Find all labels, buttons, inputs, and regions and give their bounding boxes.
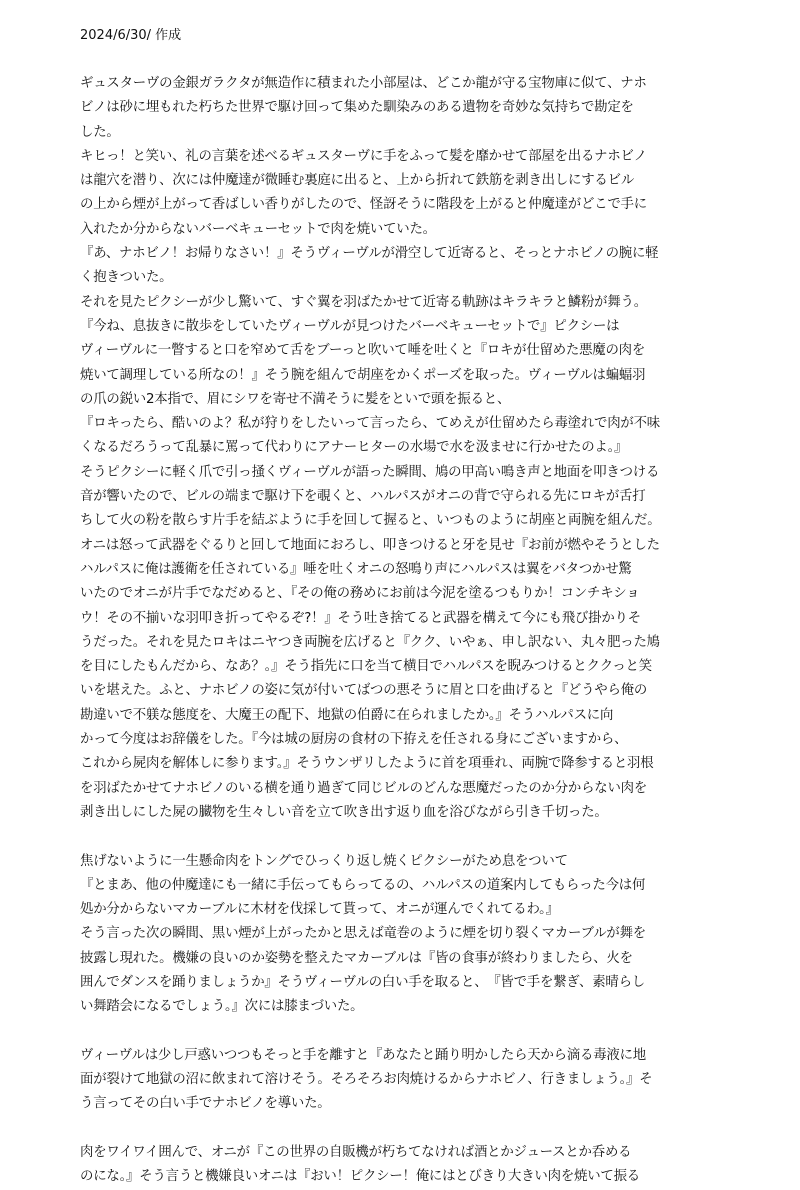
text-line: 入れたか分からないバーベキューセットで肉を焼いていた。 — [80, 221, 436, 237]
text-line: した。 — [80, 124, 120, 140]
text-line: のにな。』そう言うと機嫌良いオニは『おい！ピクシー！俺にはとびきり大きい肉を焼いて振る — [80, 1169, 640, 1185]
text-line: 処か分からないマカーブルに木材を伐採して貰って、オニが運んでくれてるわ。』 — [80, 902, 559, 918]
text-line: そうピクシーに軽く爪で引っ掻くヴィーヴルが語った瞬間、鳩の甲高い鳴き声と地面を叩きつける — [80, 464, 660, 480]
story-body — [80, 72, 792, 1190]
text-line: 披露し現れた。機嫌の良いのか姿勢を整えたマカーブルは『皆の食事が終わりましたら、火を — [80, 950, 633, 966]
text-line: ハルパスに俺は護衛を任されている』唾を吐くオニの怒鳴り声にハルパスは翼をバタつかせ驚 — [80, 561, 632, 577]
text-line: 勘違いで不躾な態度を、大魔王の配下、地獄の伯爵に在られましたか。』そうハルパスに向 — [80, 707, 614, 723]
text-line: 『とまあ、他の仲魔達にも一緒に手伝ってもらってるの、ハルパスの道案内してもらった今は何 — [80, 877, 646, 893]
text-line: い舞踏会になるでしょう。』次には膝まづいた。 — [80, 999, 364, 1015]
text-line: を羽ばたかせてナホビノのいる横を通り過ぎて同じビルのどんな悪魔だったのか分からない肉を — [80, 780, 648, 796]
text-line: かって今度はお辞儀をした。『今は城の厨房の食材の下拵えを任される身にございますから、 — [80, 732, 628, 748]
text-line: ヴィーヴルは少し戸惑いつつもそっと手を離すと『あなたと踊り明かしたら天から滴る毒液に地 — [80, 1047, 646, 1063]
text-line: 焼いて調理している所なの！』そう腕を組んで胡座をかくポーズを取った。ヴィーヴルは蝙蝠羽 — [80, 367, 646, 383]
text-line: く抱きついた。 — [80, 270, 173, 286]
text-line: ちして火の粉を散らす片手を結ぶように手を回して握ると、いつものように胡座と両腕を組んだ。 — [80, 513, 661, 529]
text-line: 剥き出しにした屍の臓物を生々しい音を立て吹き出す返り血を浴びながら引き千切った。 — [80, 804, 608, 820]
text-line: 肉をワイワイ囲んで、オニが『この世界の自販機が朽ちてなければ酒とかジュースとか呑める — [80, 1145, 632, 1161]
creation-date: 2024/6/30/ 作成 — [80, 28, 182, 43]
text-line: うだった。それを見たロキはニヤつき両腕を広げると『クク、いやぁ、申し訳ない、丸々肥った鳩 — [80, 634, 660, 650]
text-line: これから屍肉を解体しに参ります。』そうウンザリしたように首を項垂れ、両腕で降参すると羽根 — [80, 756, 654, 772]
text-line: の爪の鋭い2本指で、眉にシワを寄せ不満そうに髪をといで頭を振ると、 — [80, 391, 511, 407]
text-line: う言ってその白い手でナホビノを導いた。 — [80, 1096, 331, 1112]
text-line: ウ！その不揃いな羽叩き折ってやるぞ?！』そう吐き捨てると武器を構えて今にも飛び掛かりそ — [80, 610, 641, 626]
text-line: いを堪えた。ふと、ナホビノの姿に気が付いてばつの悪そうに眉と口を曲げると『どうやら俺の — [80, 683, 648, 699]
text-line: 『ロキったら、酷いのよ？私が狩りをしたいって言ったら、てめえが仕留めたら毒塗れで肉が不味 — [80, 416, 660, 432]
text-line: 面が裂けて地獄の沼に飲まれて溶けそう。そろそろお肉焼けるからナホビノ、行きましょう。』そ — [80, 1072, 653, 1088]
text-line: 『あ、ナホビノ！お帰りなさい！』そうヴィーヴルが滑空して近寄ると、そっとナホビノの腕に軽 — [80, 246, 659, 262]
document-page — [80, 24, 792, 1190]
text-line: くなるだろうって乱暴に罵って代わりにアナーヒターの水場で水を汲ませに行かせたのよ。』 — [80, 440, 628, 456]
text-line: いたのでオニが片手でなだめると、『その俺の務めにお前は今泥を塗るつもりか！コンチキショ — [80, 586, 640, 602]
text-line: を目にしたもんだから、なあ？。』そう指先に口を当て横目でハルパスを睨みつけるとククっと笑 — [80, 659, 652, 675]
text-line: オニは怒って武器をぐるりと回して地面におろし、叩きつけると牙を見せ『お前が燃やそうとした — [80, 537, 660, 553]
text-line: 焦げないように一生懸命肉をトングでひっくり返し焼くピクシーがため息をついて — [80, 853, 568, 869]
text-line: は龍穴を潜り、次には仲魔達が微睡む裏庭に出ると、上から折れて鉄筋を剥き出しにするビル — [80, 173, 635, 189]
text-line: 『今ね、息抜きに散歩をしていたヴィーヴルが見つけたバーベキューセットで』ピクシーは — [80, 318, 620, 334]
text-line: キヒっ！と笑い、礼の言葉を述べるギュスターヴに手をふって髪を靡かせて部屋を出るナホビノ — [80, 148, 647, 164]
paragraph-break — [80, 1020, 792, 1044]
spacer — [80, 48, 792, 72]
text-line: 音が響いたので、ビルの端まで駆け下を覗くと、ハルパスがオニの背で守られる先にロキが舌打 — [80, 489, 646, 505]
paragraph-break — [80, 825, 792, 849]
text-line: ギュスターヴの金銀ガラクタが無造作に積まれた小部屋は、どこか龍が守る宝物庫に似て、ナホ — [80, 76, 647, 91]
text-line: ヴィーヴルに一瞥すると口を窄めて舌をブーっと吹いて唾を吐くと『ロキが仕留めた悪魔の肉を — [80, 343, 646, 359]
text-line: の上から煙が上がって香ばしい香りがしたので、怪訝そうに階段を上がると仲魔達がどこで手に — [80, 197, 647, 213]
text-line: それを見たピクシーが少し驚いて、すぐ翼を羽ばたかせて近寄る軌跡はキラキラと鱗粉が舞う。 — [80, 294, 647, 310]
paragraph-break — [80, 1117, 792, 1141]
text-line: 囲んでダンスを踊りましょうか』そうヴィーヴルの白い手を取ると、 『皆で手を繋ぎ、素晴らし — [80, 974, 645, 990]
text-line: ビノは砂に埋もれた朽ちた世界で駆け回って集めた馴染みのある遺物を奇妙な気持ちで勘定を — [80, 100, 634, 116]
text-line: そう言った次の瞬間、黒い煙が上がったかと思えば竜巻のように煙を切り裂くマカーブルが舞を — [80, 926, 646, 942]
